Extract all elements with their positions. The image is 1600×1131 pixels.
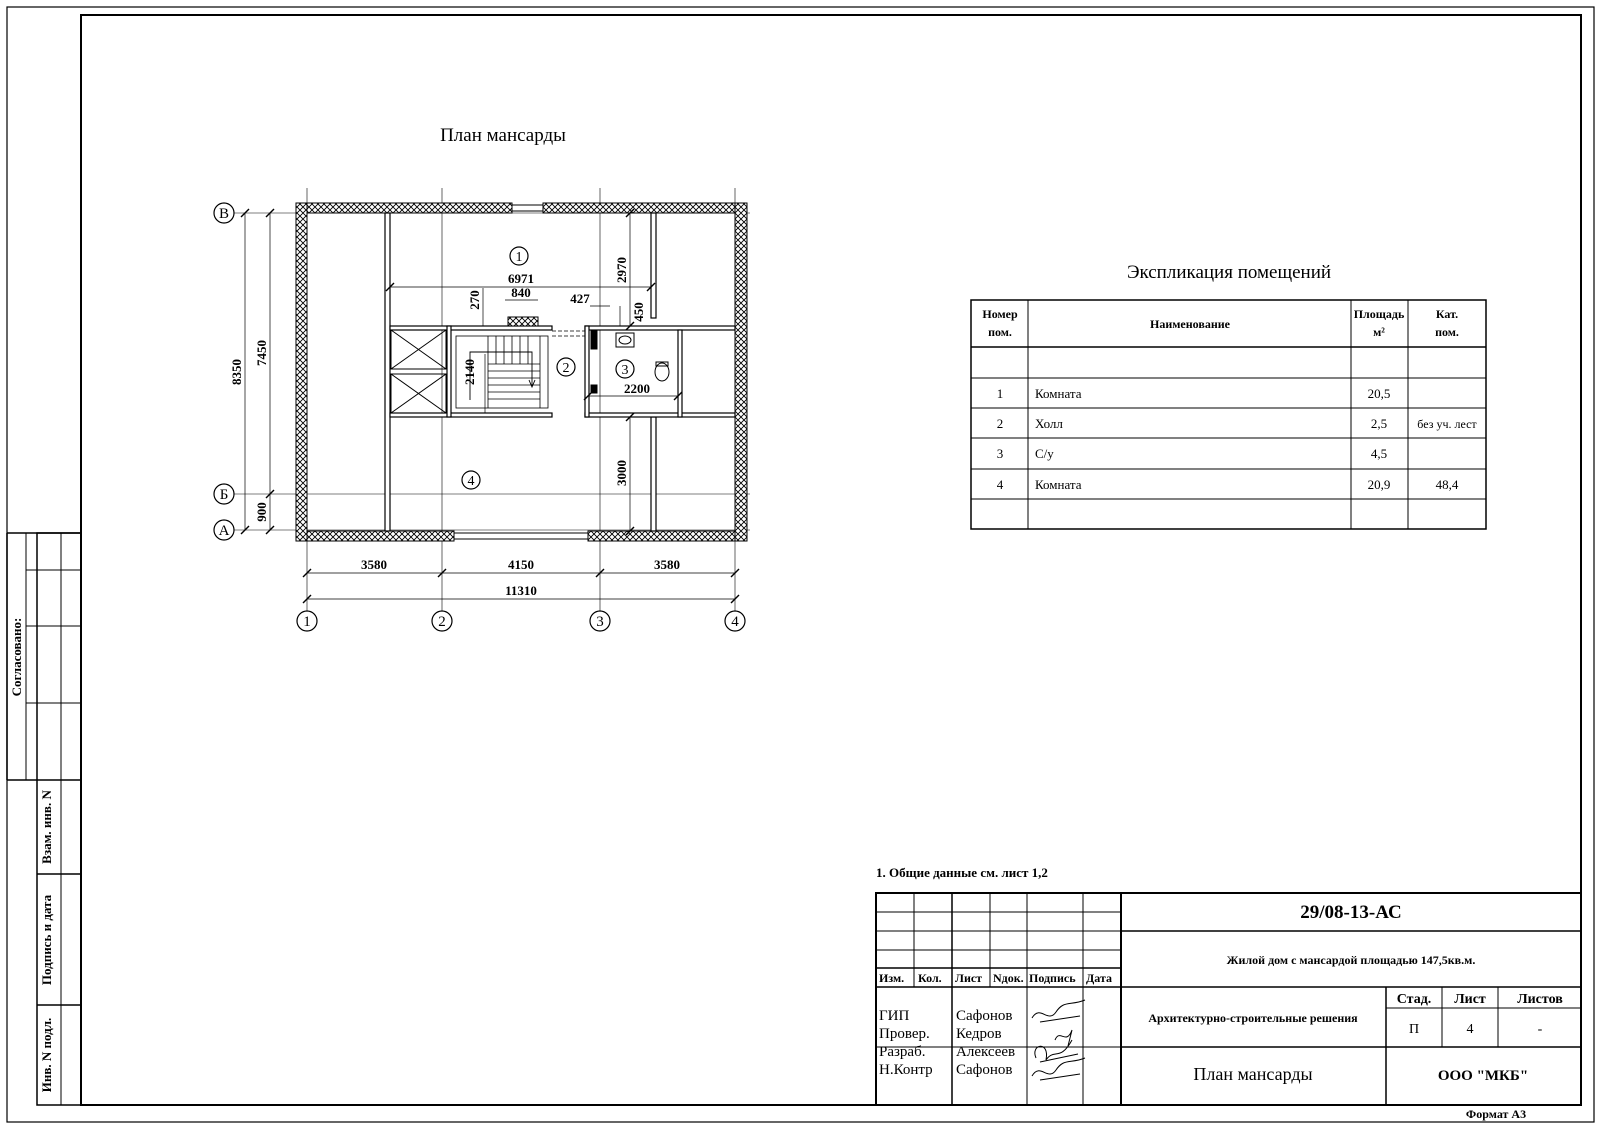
tb-name-nkontr: Сафонов (956, 1062, 1013, 1078)
explication-title: Экспликация помещений (1126, 262, 1332, 283)
dim-427: 427 (570, 291, 590, 306)
th-name: Наименование (1150, 317, 1230, 331)
row2-area: 2,5 (1370, 416, 1388, 431)
explication-table (971, 300, 1486, 529)
dim-450: 450 (631, 302, 646, 322)
signatures (1032, 1000, 1085, 1080)
tb-role-gip: ГИП (879, 1008, 910, 1024)
row1-num: 1 (996, 386, 1004, 401)
dim-3000: 3000 (614, 460, 629, 486)
tb-sheets-value: - (1537, 1022, 1543, 1037)
tb-col-izm: Изм. (879, 971, 905, 985)
room-mark-3: 3 (621, 363, 629, 378)
th-cat-line2: пом. (1435, 325, 1459, 339)
tb-name-prover: Кедров (956, 1026, 1002, 1042)
tb-organization: ООО "МКБ" (1437, 1068, 1529, 1084)
general-note: 1. Общие данные см. лист 1,2 (876, 865, 1048, 880)
dim-900: 900 (254, 502, 269, 522)
tb-col-list: Лист (955, 971, 983, 985)
room-mark-1: 1 (515, 250, 523, 265)
th-num-line2: пом. (988, 325, 1012, 339)
dim-270: 270 (467, 290, 482, 310)
plan-title: План мансарды (440, 125, 566, 146)
row3-num: 3 (996, 446, 1004, 461)
th-area-line1: Площадь (1353, 307, 1405, 321)
row2-num: 2 (996, 416, 1004, 431)
axis-label-3: 3 (596, 614, 604, 630)
chimney (508, 317, 538, 326)
dim-2970: 2970 (614, 257, 629, 283)
vzam-inv-label: Взам. инв. N (39, 790, 54, 864)
dim-3580-left: 3580 (361, 557, 387, 572)
dim-2140: 2140 (462, 359, 477, 385)
tb-name-razrab: Алексеев (956, 1044, 1016, 1060)
axis-label-b: Б (219, 487, 229, 503)
row1-name: Комната (1035, 386, 1082, 401)
tb-stage-label: Стад. (1396, 992, 1432, 1007)
inner-frame (81, 15, 1581, 1105)
tb-col-kol: Кол. (918, 971, 942, 985)
row4-num: 4 (996, 477, 1004, 492)
dim-8350: 8350 (229, 359, 244, 385)
tb-stage-value: П (1408, 1022, 1420, 1037)
row3-area: 4,5 (1370, 446, 1388, 461)
agreed-label: Согласовано: (9, 617, 24, 697)
tb-role-prover: Провер. (879, 1026, 930, 1042)
row2-name: Холл (1035, 416, 1063, 431)
explication-rows (997, 386, 1478, 492)
tb-sheet-value: 4 (1466, 1022, 1474, 1037)
row1-area: 20,5 (1367, 386, 1391, 401)
dim-6971: 6971 (508, 271, 534, 286)
room-mark-2: 2 (562, 361, 570, 376)
th-cat-line1: Кат. (1435, 307, 1459, 321)
axis-label-2: 2 (438, 614, 446, 630)
inv-label: Инв. N подл. (39, 1017, 54, 1093)
tb-project-code: 29/08-13-АС (1300, 902, 1402, 923)
tb-section-name: Архитектурно-строительные решения (1148, 1011, 1358, 1025)
dim-3580-right: 3580 (654, 557, 680, 572)
dim-11310: 11310 (505, 583, 537, 598)
tb-col-date: Дата (1086, 971, 1112, 985)
th-area-line2: м² (1373, 325, 1385, 339)
row4-name: Комната (1035, 477, 1082, 492)
sign-date-label: Подпись и дата (39, 894, 54, 986)
tb-col-ndok: Nдок. (993, 971, 1024, 985)
tb-role-nkontr: Н.Контр (879, 1062, 933, 1078)
row2-cat: без уч. лест (1417, 417, 1477, 431)
th-num-line1: Номер (982, 307, 1018, 321)
tb-sheet-name: План мансарды (1193, 1064, 1313, 1084)
row4-cat: 48,4 (1435, 477, 1459, 492)
row3-name: С/у (1035, 446, 1054, 461)
sheet-format: Формат А3 (1465, 1107, 1527, 1121)
tb-col-sign: Подпись (1029, 971, 1076, 985)
tb-object-name: Жилой дом с мансардой площадью 147,5кв.м. (1226, 953, 1476, 967)
room-mark-4: 4 (467, 474, 475, 489)
axis-label-a: А (218, 523, 230, 539)
axis-label-1: 1 (303, 614, 311, 630)
dimension-ticks (241, 209, 739, 603)
tb-role-razrab: Разраб. (879, 1044, 926, 1060)
void-openings (391, 330, 446, 413)
axis-label-v: В (218, 206, 230, 222)
dim-7450: 7450 (254, 340, 269, 366)
tb-sheet-label: Лист (1454, 992, 1486, 1007)
dim-4150: 4150 (508, 557, 534, 572)
tb-name-gip: Сафонов (956, 1008, 1013, 1024)
axis-lines (231, 188, 750, 612)
tb-sheets-label: Листов (1517, 992, 1563, 1007)
row4-area: 20,9 (1367, 477, 1391, 492)
dim-2200: 2200 (624, 381, 650, 396)
axis-label-4: 4 (731, 614, 739, 630)
dim-840: 840 (511, 285, 531, 300)
floor-plan (214, 188, 750, 631)
